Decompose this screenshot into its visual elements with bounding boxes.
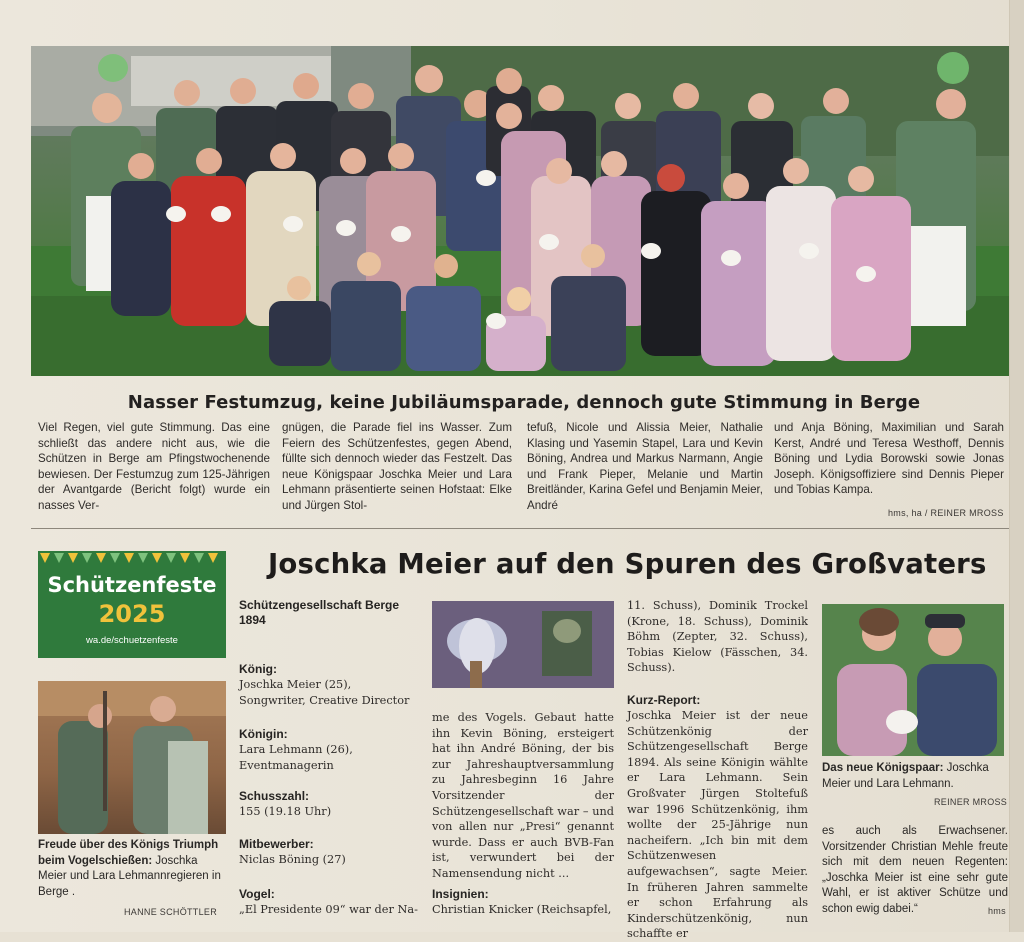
kurz-report-label: Kurz-Report: — [627, 693, 701, 707]
schuetzenfeste-banner — [38, 551, 226, 658]
section-divider — [31, 528, 1009, 529]
mitbewerber-value: Niclas Böning (27) — [239, 853, 346, 866]
insignien-text: Christian Knicker (Reichsapfel, — [432, 903, 612, 916]
page-edge — [1009, 0, 1024, 932]
group-photo-illustration — [31, 46, 1009, 376]
top-article-column-4: und Anja Böning, Maximilian und Sarah Kerst, André und Teresa Westhoff, Dennis Böning und Lydia Borowski sowie Jonas Joseph. Königsoffiziere sind Dennis Pieper und Tobias Kampa. — [774, 421, 1004, 497]
left-photo — [38, 681, 226, 834]
club-name: Schützengesellschaft Berge 1894 — [239, 598, 400, 627]
right-photo-credit: REINER MROSS — [934, 797, 1008, 807]
banner-url: wa.de/schuetzenfeste — [86, 635, 178, 646]
top-article-column-3: tefuß, Nicole und Alissia Meier, Nathalie Klasing und Yasemin Stapel, Lara und Kevin Böning, Andrea und Markus Narmann, Angie und Frank Pieper, Melanie und Martin Breitländer, Karina Gefel und Benjamin Meier, André — [527, 421, 763, 512]
group-photo — [31, 46, 1009, 376]
top-article-photo-credit: hms, ha / REINER MROSS — [888, 508, 1004, 518]
koenigin-label: Königin: — [239, 727, 288, 741]
banner-title: Schützenfeste — [47, 573, 217, 597]
left-caption-text: Joschka Meier und Lara Lehmannregieren in Berge . — [38, 854, 221, 898]
right-caption-bold: Das neue Königspaar: — [822, 762, 944, 774]
article-end-credit: hms — [988, 906, 1006, 916]
kurz-report-text: Joschka Meier ist der neue Schützenkönig der Schützengesellschaft Berge 1894. Als seine Königin wählte er Lara Lehmann. Sein Großvater Jürgen Stoltefuß war 1996 Schützenkönig, ihm wollte der 25-Jährige nun nacheifern. „Ich bin mit dem Schützenwesen aufgewachsen“, sagte Meier. In früheren Jahren sammelte er schon Erfahrung als Kinderschützenkönig, nun schaffte er — [627, 709, 808, 941]
top-article-column-2: gnügen, die Parade fiel ins Wasser. Zum Feiern des Schützenfestes, gegen Abend, füllte sich dennoch wieder das Festzelt. Das neue Königspaar Joschka Meier und Lara Lehmann präsentierte seinen Hofstaat: Elke und Jürgen Stol- — [282, 421, 512, 512]
right-caption-text: Joschka Meier und Lara Lehmann. — [822, 762, 989, 790]
bird-photo — [432, 601, 614, 688]
pennant-garland — [38, 551, 226, 565]
right-photo-illustration — [822, 604, 1004, 756]
mitbewerber-label: Mitbewerber: — [239, 837, 314, 851]
schusszahl-value: 155 (19.18 Uhr) — [239, 805, 332, 818]
bird-photo-illustration — [432, 601, 614, 688]
article-column-5: es auch als Erwachsener. Vorsitzender Christian Mehle freute sich mit dem neuen Regenten: „Joschka Meier ist eine sehr gute Wahl, er ist aktiver Schütze und schon ewig dabei.“ — [822, 825, 1008, 915]
vogel-value: „El Presidente 09“ war der Na- — [239, 903, 418, 916]
banner-year: 2025 — [98, 600, 166, 628]
top-article-column-1: Viel Regen, viel gute Stimmung. Das eine schließt das andere nicht aus, wie die Schützen in Berge am Pfingstwochenende bewiesen. Der Festumzug zum 125-Jährigen der Avantgarde (Bericht folgt) wurde ein nasses Ver- — [38, 421, 270, 512]
koenig-label: König: — [239, 662, 277, 676]
top-article-headline: Nasser Festumzug, keine Jubiläumsparade, dennoch gute Stimmung in Berge — [127, 392, 921, 413]
koenigin-value: Lara Lehmann (26), Eventmanagerin — [239, 743, 353, 772]
right-photo-caption — [822, 761, 1008, 792]
vogel-label: Vogel: — [239, 887, 275, 901]
koenig-value: Joschka Meier (25), Songwriter, Creative Director — [239, 678, 410, 707]
left-photo-caption — [38, 838, 228, 900]
schusszahl-label: Schusszahl: — [239, 789, 310, 803]
right-photo — [822, 604, 1004, 756]
article-headline: Joschka Meier auf den Spuren des Großvaters — [268, 548, 987, 580]
article-column-3: me des Vogels. Gebaut hatte ihn Kevin Böning, ersteigert hat ihn André Böning, der bis zur Jahreshauptversammlung zu Jahresbeginn 16 Jahre Vorsitzender der Schützengesellschaft war – und von allen nur „Presi“ genannt wurde. Dass er auch BVB-Fan ist, verwundert bei der Namensendung nicht ... — [432, 711, 614, 880]
left-caption-bold: Freude über des Königs Triumph beim Vogelschießen: — [38, 839, 219, 867]
article-column-4-top: 11. Schuss), Dominik Trockel (Krone, 18. Schuss), Dominik Böhm (Zepter, 32. Schuss), Tobias Kielow (Fässchen, 34. Schuss). — [627, 599, 808, 675]
left-photo-credit: HANNE SCHÖTTLER — [124, 907, 218, 917]
left-photo-illustration — [38, 681, 226, 834]
insignien-label: Insignien: — [432, 887, 489, 901]
